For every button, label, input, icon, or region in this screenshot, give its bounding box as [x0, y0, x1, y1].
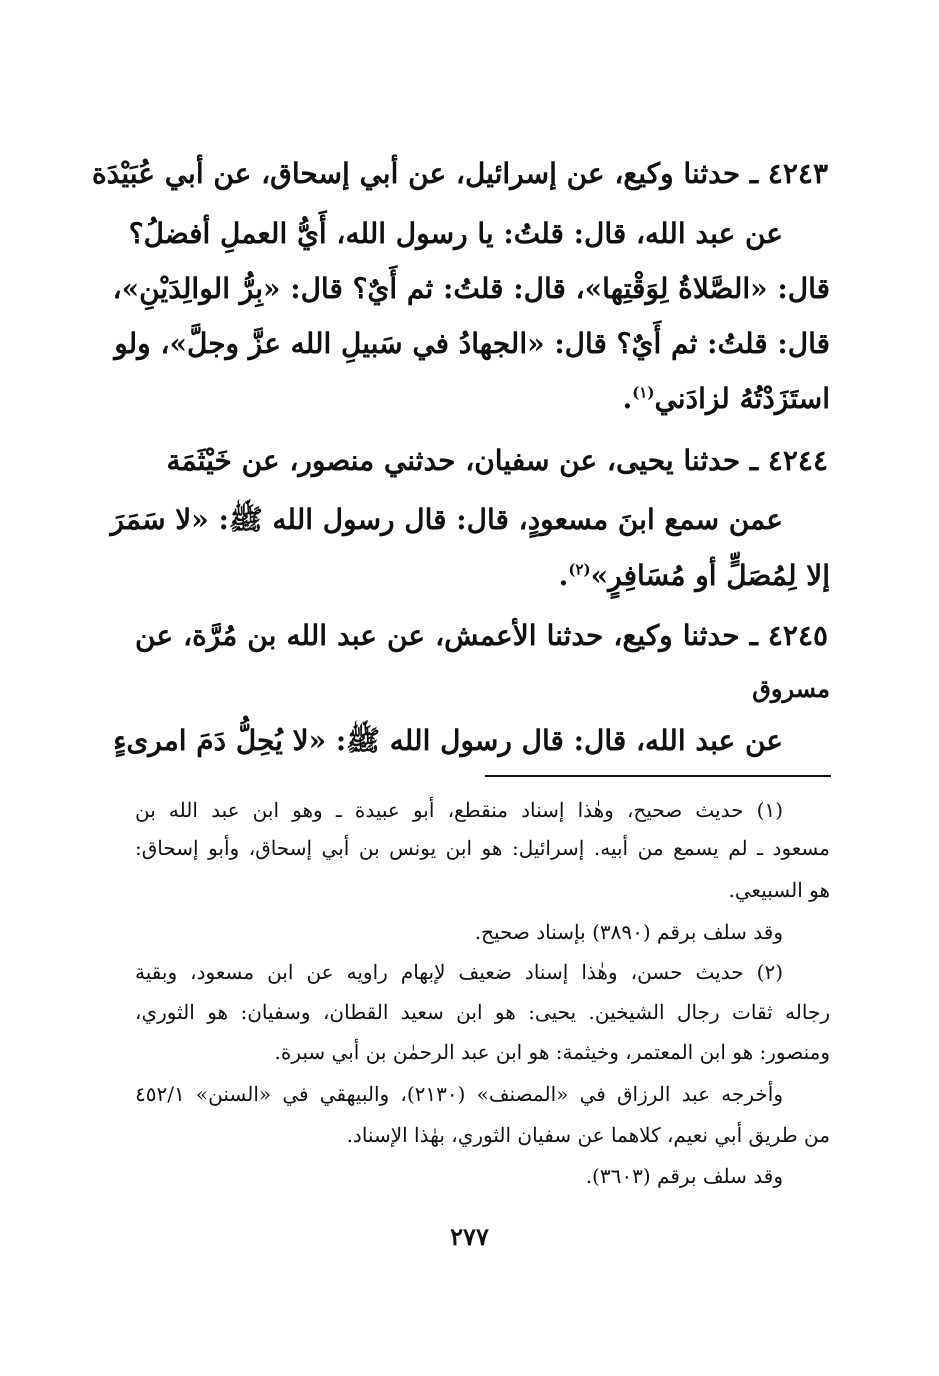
footnote-line: وقد سلف برقم (٣٨٩٠) بإسناد صحيح.	[474, 920, 783, 944]
hadith-4244-matn-line-1: عمن سمع ابنَ مسعودٍ، قال: قال رسول الله ﷺ: «لا سَمَرَ	[110, 503, 783, 536]
hadith-text: استَزَدْتُهُ لزادَني	[654, 382, 830, 415]
hadith-4243-matn-line-1: عن عبد الله، قال: قلتُ: يا رسول الله، أَيُّ العملِ أفضلُ؟	[128, 217, 783, 250]
footnote-line: هو السبيعي.	[728, 878, 830, 902]
hadith-4243-isnad-line	[91, 157, 828, 190]
footnote-line: وأخرجه عبد الرزاق في «المصنف» (٢١٣٠)، والبيهقي في «السنن» ٤٥٢/١	[135, 1082, 784, 1106]
hadith-4243-matn-line-4: استَزَدْتُهُ لزادَني$^{(١)}$.	[622, 382, 830, 415]
footnote-line: من طريق أبي نعيم، كلاهما عن سفيان الثوري، بهٰذا الإسناد.	[346, 1123, 830, 1147]
hadith-isnad: ـ حدثنا وكيع، حدثنا الأعمش، عن عبد الله بن مُرَّة، عن	[135, 619, 758, 652]
hadith-4243-matn-line-3: قال: قلتُ: ثم أَيٌ؟ قال: «الجهادُ في سَبيلِ الله عزَّ وجلَّ»، ولو	[114, 327, 830, 360]
footnote-marker: (١)	[632, 383, 655, 402]
footnote-line: ومنصور: هو ابن المعتمر، وخيثمة: هو ابن عبد الرحمٰن بن أبي سبرة.	[274, 1040, 830, 1064]
hadith-isnad: ـ حدثنا يحيى، عن سفيان، حدثني منصور، عن خَيْثَمَة	[166, 444, 759, 477]
hadith-4244-isnad-line	[166, 444, 828, 477]
footnote-line: مسعود ـ لم يسمع من أبيه. إسرائيل: هو ابن يونس بن أبي إسحاق، وأبو إسحاق:	[135, 836, 830, 860]
footnote-line: (١) حديث صحيح، وهٰذا إسناد منقطع، أبو عبيدة ـ وهو ابن عبد الله بن	[135, 798, 783, 822]
hadith-number: ٤٢٤٣	[767, 157, 828, 190]
hadith-number: ٤٢٤٤	[767, 444, 828, 477]
footnote-line: (٢) حديث حسن، وهٰذا إسناد ضعيف لإبهام راويه عن ابن مسعود، وبقية	[135, 960, 783, 984]
hadith-4245-isnad-line-1	[135, 619, 829, 652]
page-number: ٢٧٧	[450, 1222, 489, 1251]
footnote-line: رجاله ثقات رجال الشيخين. يحيى: هو ابن سعيد القطان، وسفيان: هو الثوري،	[135, 1000, 830, 1024]
hadith-4243-matn-line-2: قال: «الصَّلاةُ لِوَقْتِها»، قال: قلتُ: ثم أَيٌ؟ قال: «بِرُّ الوالِدَيْنِ»،	[112, 272, 830, 305]
hadith-isnad: ـ حدثنا وكيع، عن إسرائيل، عن أبي إسحاق، عن أبي عُبَيْدَة	[91, 157, 759, 190]
footnote-separator	[485, 775, 831, 777]
hadith-4245-matn-line-1: عن عبد الله، قال: قال رسول الله ﷺ: «لا يُحِلُّ دَمَ امرىءٍ	[113, 724, 783, 757]
footnote-marker: (٢)	[568, 560, 591, 579]
footnote-line: وقد سلف برقم (٣٦٠٣).	[585, 1164, 783, 1188]
hadith-text: إلا لِمُصَلٍّ أو مُسَافِرٍ»	[590, 559, 830, 592]
hadith-4245-isnad-line-2: مسروق	[752, 674, 830, 703]
hadith-number: ٤٢٤٥	[767, 619, 829, 652]
hadith-4244-matn-line-2: إلا لِمُصَلٍّ أو مُسَافِرٍ»$^{(٢)}$.	[558, 559, 830, 592]
